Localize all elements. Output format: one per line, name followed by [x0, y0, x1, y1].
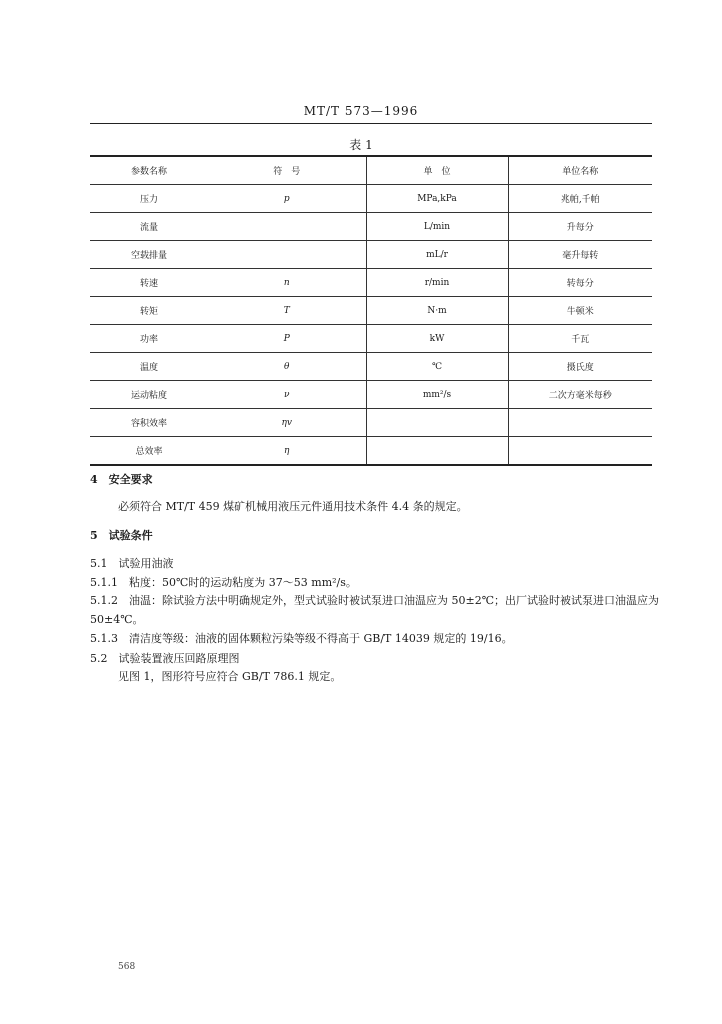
table-header-row	[90, 156, 652, 185]
page-number: 568	[118, 962, 136, 972]
table-title: 表 1	[349, 138, 373, 152]
header-unit-name: 单位名称	[508, 156, 652, 185]
cell-param: 功率	[90, 325, 208, 353]
cell-unit-name: 升每分	[508, 213, 652, 241]
cell-unit: L/min	[366, 213, 508, 241]
document-code-header: MT/T 573—1996	[303, 104, 419, 118]
section-5-title: 5 试验条件	[90, 529, 153, 542]
cell-param: 流量	[90, 213, 208, 241]
table-row	[90, 241, 652, 269]
cell-param: 温度	[90, 353, 208, 381]
table-row	[90, 381, 652, 409]
cell-symbol: T	[208, 297, 366, 325]
section-5-2-title: 5.2 试验装置液压回路原理图	[90, 652, 240, 665]
section-5-2-text: 见图 1，图形符号应符合 GB/T 786.1 规定。	[118, 670, 342, 683]
cell-param: 空载排量	[90, 241, 208, 269]
section-5-1-title: 5.1 试验用油液	[90, 557, 174, 570]
cell-unit	[366, 409, 508, 437]
section-5-1-2: 5.1.2 油温：除试验方法中明确规定外，型式试验时被试泵进口油温应为 50±2℃；出厂试验时被试泵进口油温应为 50±4℃。	[90, 594, 659, 626]
table-row	[90, 437, 652, 466]
cell-unit-name: 转每分	[508, 269, 652, 297]
cell-param: 转矩	[90, 297, 208, 325]
cell-unit: kW	[366, 325, 508, 353]
cell-param: 压力	[90, 185, 208, 213]
cell-symbol: ν	[208, 381, 366, 409]
table-row	[90, 269, 652, 297]
header-unit: 单 位	[366, 156, 508, 185]
cell-symbol: θ	[208, 353, 366, 381]
cell-param: 运动粘度	[90, 381, 208, 409]
cell-unit: mL/r	[366, 241, 508, 269]
cell-unit: MPa,kPa	[366, 185, 508, 213]
table-row	[90, 213, 652, 241]
header-symbol: 符 号	[208, 156, 366, 185]
cell-unit: ℃	[366, 353, 508, 381]
cell-symbol: p	[208, 185, 366, 213]
cell-symbol: η	[208, 437, 366, 466]
cell-unit: N·m	[366, 297, 508, 325]
table-row	[90, 409, 652, 437]
table-row	[90, 353, 652, 381]
table-row	[90, 185, 652, 213]
table-row	[90, 297, 652, 325]
cell-symbol: n	[208, 269, 366, 297]
section-5-1-3: 5.1.3 清洁度等级：油液的固体颗粒污染等级不得高于 GB/T 14039 规定的 19/16。	[90, 632, 513, 645]
cell-unit-name	[508, 409, 652, 437]
cell-unit-name: 二次方毫米每秒	[508, 381, 652, 409]
cell-symbol: P	[208, 325, 366, 353]
cell-symbol: ηv	[208, 409, 366, 437]
table-row	[90, 325, 652, 353]
cell-unit: mm²/s	[366, 381, 508, 409]
cell-param: 转速	[90, 269, 208, 297]
parameter-table	[90, 155, 652, 466]
cell-param: 容积效率	[90, 409, 208, 437]
cell-symbol	[208, 241, 366, 269]
cell-symbol	[208, 213, 366, 241]
section-4-text: 必须符合 MT/T 459 煤矿机械用液压元件通用技术条件 4.4 条的规定。	[118, 500, 468, 513]
cell-unit-name: 兆帕,千帕	[508, 185, 652, 213]
cell-unit	[366, 437, 508, 466]
cell-unit-name: 牛顿米	[508, 297, 652, 325]
cell-unit-name: 毫升每转	[508, 241, 652, 269]
cell-unit: r/min	[366, 269, 508, 297]
section-4-title: 4 安全要求	[90, 473, 153, 486]
cell-param: 总效率	[90, 437, 208, 466]
cell-unit-name: 千瓦	[508, 325, 652, 353]
cell-unit-name: 摄氏度	[508, 353, 652, 381]
header-param-name: 参数名称	[90, 156, 208, 185]
header-rule	[90, 123, 652, 124]
cell-unit-name	[508, 437, 652, 466]
section-5-1-1: 5.1.1 粘度：50℃时的运动粘度为 37～53 mm²/s。	[90, 576, 357, 589]
